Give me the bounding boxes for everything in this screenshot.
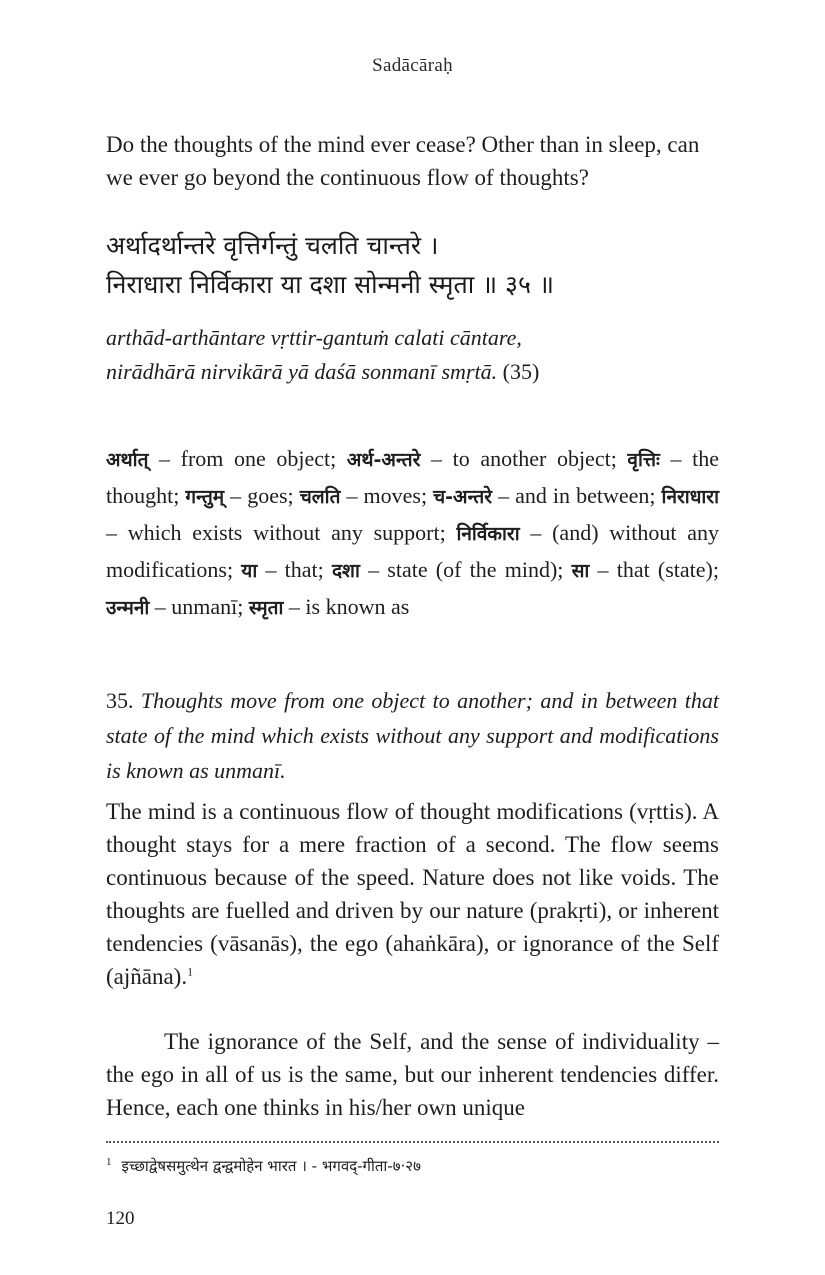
translation-number: 35. xyxy=(106,688,134,713)
transliteration xyxy=(106,321,719,389)
word-sanskrit: सा xyxy=(571,560,590,582)
footnote-marker: 1 xyxy=(106,1156,112,1168)
footnote-reference[interactable]: 1 xyxy=(187,964,194,979)
verse-translation xyxy=(106,683,719,788)
sanskrit-verse xyxy=(106,226,719,304)
commentary-text: The mind is a continuous flow of thought modifications (vṛttis). A thought stays for a mere fraction of a second. The flow seems continuous because of the speed. Nature does not like voids. The thoughts are fuelled and driven by our nature (prakṛti), or inherent tendencies (vāsanās), the ego (ahaṅkāra), or ignorance of the Self (ajñāna). xyxy=(106,799,719,989)
word-sanskrit: उन्मनी xyxy=(106,597,150,619)
word-sanskrit: गन्तुम् xyxy=(185,486,225,508)
word-sanskrit: च-अन्तरे xyxy=(433,486,493,508)
page-number: 120 xyxy=(106,1208,135,1229)
footnote-text: इच्छाद्वेषसमुत्थेन द्वन्द्वमोहेन भारत । - भगवद्-गीता-७·२७ xyxy=(121,1157,421,1175)
word-meaning: – from one object; xyxy=(148,446,347,471)
verse-number: (35) xyxy=(502,359,540,384)
word-sanskrit: निराधारा xyxy=(661,486,719,508)
word-sanskrit: निर्विकारा xyxy=(456,523,520,545)
word-sanskrit: अर्थात् xyxy=(106,449,149,471)
verse-line-1: अर्थादर्थान्तरे वृत्तिर्गन्तुं चलति चान्तरे । xyxy=(106,231,439,260)
book-page xyxy=(106,0,719,1275)
word-sanskrit: स्मृता xyxy=(248,597,284,619)
word-meaning: – to another object; xyxy=(420,446,628,471)
running-title: Sadācāraḥ xyxy=(372,55,453,76)
commentary-paragraph-1 xyxy=(106,795,719,993)
word-meaning: – which exists without any support; xyxy=(106,520,457,545)
word-sanskrit: या xyxy=(241,560,258,582)
word-meaning: – unmanī; xyxy=(149,594,249,619)
transliteration-line-1: arthād-arthāntare vṛttir-gantuṁ calati cāntare, xyxy=(106,325,522,350)
footnote-divider xyxy=(106,1141,719,1143)
word-meaning: – (and) without any modifications; xyxy=(106,520,719,582)
word-meaning: – state (of the mind); xyxy=(359,557,572,582)
transliteration-line-2 xyxy=(106,355,719,389)
word-sanskrit: वृत्तिः xyxy=(627,449,660,471)
transliteration-line-2-text: nirādhārā nirvikārā yā daśā sonmanī smṛtā. xyxy=(106,359,498,384)
word-sanskrit: चलति xyxy=(299,486,341,508)
word-meaning: – that (state); xyxy=(589,557,720,582)
word-meaning: – the thought; xyxy=(106,446,719,508)
verse-line-2: निराधारा निर्विकारा या दशा सोन्मनी स्मृता ॥ ३५ ॥ xyxy=(106,270,554,299)
footnote xyxy=(106,1151,719,1177)
word-meaning: – moves; xyxy=(340,483,434,508)
translation-text: Thoughts move from one object to another; and in between that state of the mind which exists without any support and modifications is known as unmanī. xyxy=(106,688,719,783)
word-meaning: – and in between; xyxy=(492,483,662,508)
word-meaning: – that; xyxy=(257,557,332,582)
word-meaning: – goes; xyxy=(224,483,300,508)
word-meaning: – is known as xyxy=(283,594,410,619)
commentary-paragraph-2: The ignorance of the Self, and the sense of individuality – the ego in all of us is the same, but our inherent tendencies differ. Hence, each one thinks in his/her own unique xyxy=(106,1029,719,1120)
word-meanings xyxy=(106,441,719,626)
intro-paragraph: Do the thoughts of the mind ever cease? Other than in sleep, can we ever go beyond the continuous flow of thoughts? xyxy=(106,132,700,190)
word-sanskrit: दशा xyxy=(331,560,360,582)
word-sanskrit: अर्थ-अन्तरे xyxy=(346,449,421,471)
